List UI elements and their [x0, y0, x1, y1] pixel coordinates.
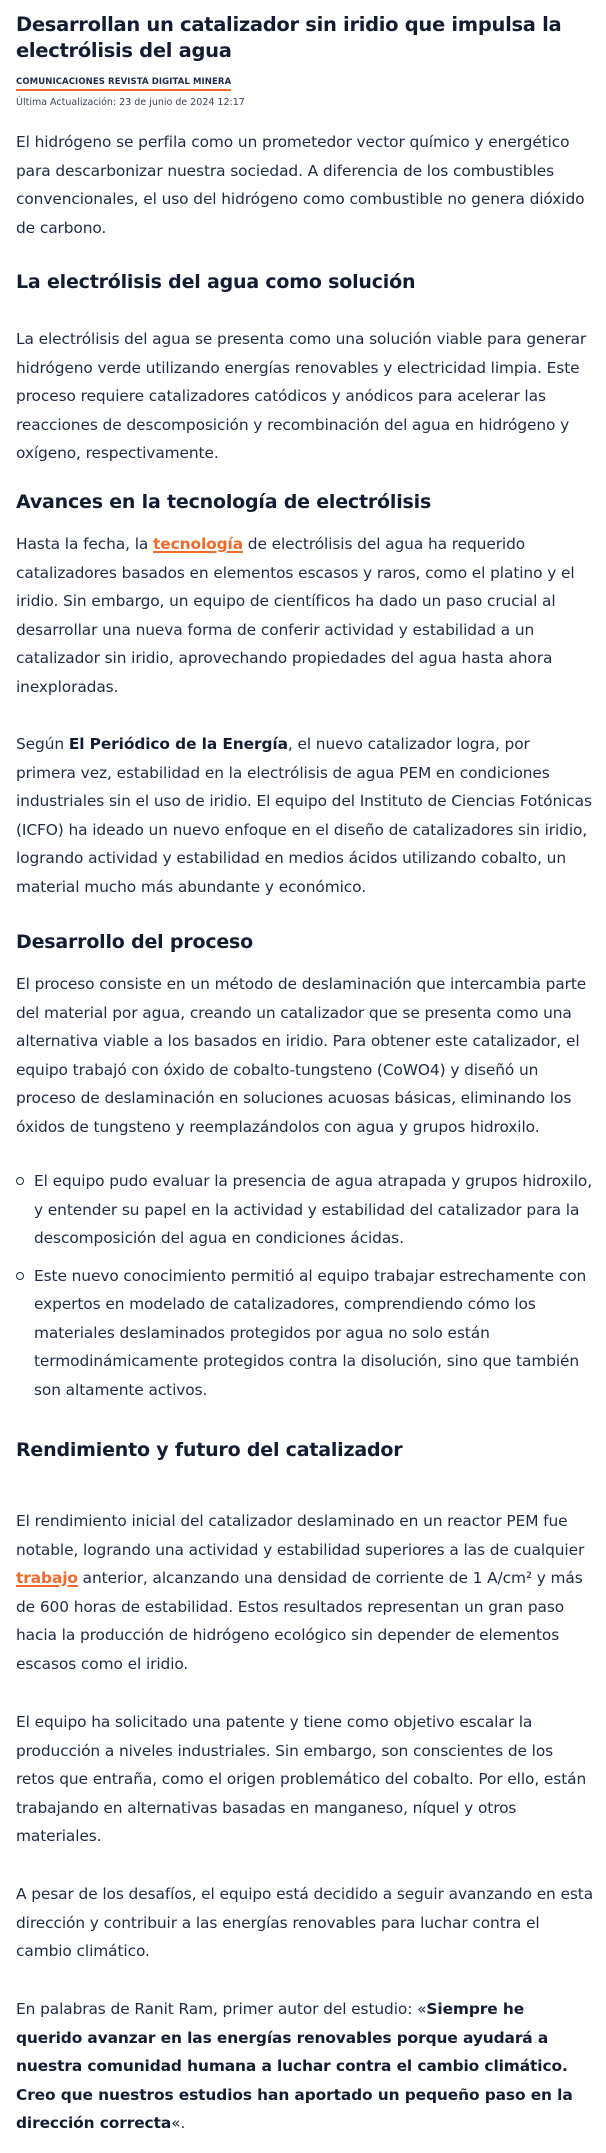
text-span: anterior, alcanzando una densidad de corriente de 1 A/cm² y más de 600 horas de estabilidad. Estos resultados representan un gran paso hacia la producción de hidrógeno ecológico sin depender de elementos escasos como el iridio.	[16, 1569, 583, 1673]
tecnologia-link[interactable]: tecnología	[153, 535, 243, 553]
text-span: , el nuevo catalizador logra, por primera vez, estabilidad en la electrólisis de agua PEM en condiciones industriales sin el uso de iridio. El equipo del Instituto de Ciencias Fotónicas (ICFO) ha ideado un nuevo enfoque en el diseño de catalizadores sin iridio, logrando actividad y estabilidad en medios ácidos utilizando cobalto, un material mucho más abundante y económico.	[16, 735, 592, 896]
advances-paragraph-1	[16, 530, 594, 701]
text-span: El rendimiento inicial del catalizador deslaminado en un reactor PEM fue notable, logrando una actividad y estabilidad superiores a las de cualquier	[16, 1512, 585, 1559]
section-heading-performance: Rendimiento y futuro del catalizador	[16, 1439, 403, 1461]
advances-paragraph-2	[16, 730, 594, 901]
source-name: El Periódico de la Energía	[68, 735, 288, 753]
performance-paragraph-3: A pesar de los desafíos, el equipo está decidido a seguir avanzando en esta dirección y contribuir a las energías renovables para luchar contra el cambio climático.	[16, 1885, 594, 1960]
article-title: Desarrollan un catalizador sin iridio que impulsa la electrólisis del agua	[16, 13, 562, 62]
text-span: de electrólisis del agua ha requerido catalizadores basados en elementos escasos y raros, como el platino y el iridio. Sin embargo, un equipo de científicos ha dado un paso crucial al desarrollar una nueva forma de conferir actividad y estabilidad a un catalizador sin iridio, aprovechando propiedades del agua hasta ahora inexploradas.	[16, 535, 575, 696]
quote-paragraph	[16, 1995, 594, 2138]
text-span: Hasta la fecha, la	[16, 535, 153, 553]
list-item	[16, 1262, 594, 1405]
text-span: «.	[171, 2114, 186, 2132]
process-paragraph: El proceso consiste en un método de deslaminación que intercambia parte del material por agua, creando un catalizador que se presenta como una alternativa viable a los basados en iridio. Para obtener este catalizador, el equipo trabajó con óxido de cobalto-tungsteno (CoWO4) y diseñó un proceso de deslaminación en soluciones acuosas básicas, eliminando los óxidos de tungsteno y reemplazándolos con agua y grupos hidroxilo.	[16, 975, 587, 1136]
section-heading-electrolysis: La electrólisis del agua como solución	[16, 271, 416, 293]
list-item-text: Este nuevo conocimiento permitió al equipo trabajar estrechamente con expertos en modelado de catalizadores, comprendiendo cómo los materiales deslaminados protegidos por agua no solo están termodinámicamente protegidos contra la disolución, sino que también son altamente activos.	[34, 1266, 587, 1399]
bullet-circle-icon	[16, 1177, 24, 1185]
trabajo-link[interactable]: trabajo	[16, 1569, 78, 1587]
bullet-circle-icon	[16, 1272, 24, 1280]
performance-paragraph-2: El equipo ha solicitado una patente y tiene como objetivo escalar la producción a niveles industriales. Sin embargo, son conscientes de los retos que entraña, como el origen problemático del cobalto. Por ello, están trabajando en alternativas basadas en manganeso, níquel y otros materiales.	[16, 1713, 587, 1845]
list-item-text: El equipo pudo evaluar la presencia de agua atrapada y grupos hidroxilo, y entender su papel en la actividad y estabilidad del catalizador para la descomposición del agua en condiciones ácidas.	[34, 1172, 593, 1247]
list-item	[16, 1167, 594, 1253]
text-span: En palabras de Ranit Ram, primer autor del estudio: «	[16, 2000, 427, 2018]
text-span: Según	[16, 735, 69, 753]
electrolysis-paragraph: La electrólisis del agua se presenta como una solución viable para generar hidrógeno verde utilizando energías renovables y electricidad limpia. Este proceso requiere catalizadores catódicos y anódicos para acelerar las reacciones de descomposición y recombinación del agua en hidrógeno y oxígeno, respectivamente.	[16, 330, 587, 462]
process-bullet-list	[16, 1167, 594, 1404]
section-heading-advances: Avances en la tecnología de electrólisis	[16, 491, 432, 513]
intro-paragraph: El hidrógeno se perfila como un prometedor vector químico y energético para descarbonizar nuestra sociedad. A diferencia de los combustibles convencionales, el uso del hidrógeno como combustible no genera dióxido de carbono.	[16, 133, 585, 237]
author-byline[interactable]: COMUNICACIONES REVISTA DIGITAL MINERA	[16, 77, 231, 91]
section-heading-process: Desarrollo del proceso	[16, 931, 254, 953]
performance-paragraph-1	[16, 1507, 594, 1678]
quote-text: Siempre he querido avanzar en las energías renovables porque ayudará a nuestra comunidad humana a luchar contra el cambio climático. Creo que nuestros estudios han aportado un pequeño paso en la dirección correcta	[16, 2000, 573, 2132]
last-updated: Última Actualización: 23 de junio de 2024 12:17	[16, 97, 245, 108]
